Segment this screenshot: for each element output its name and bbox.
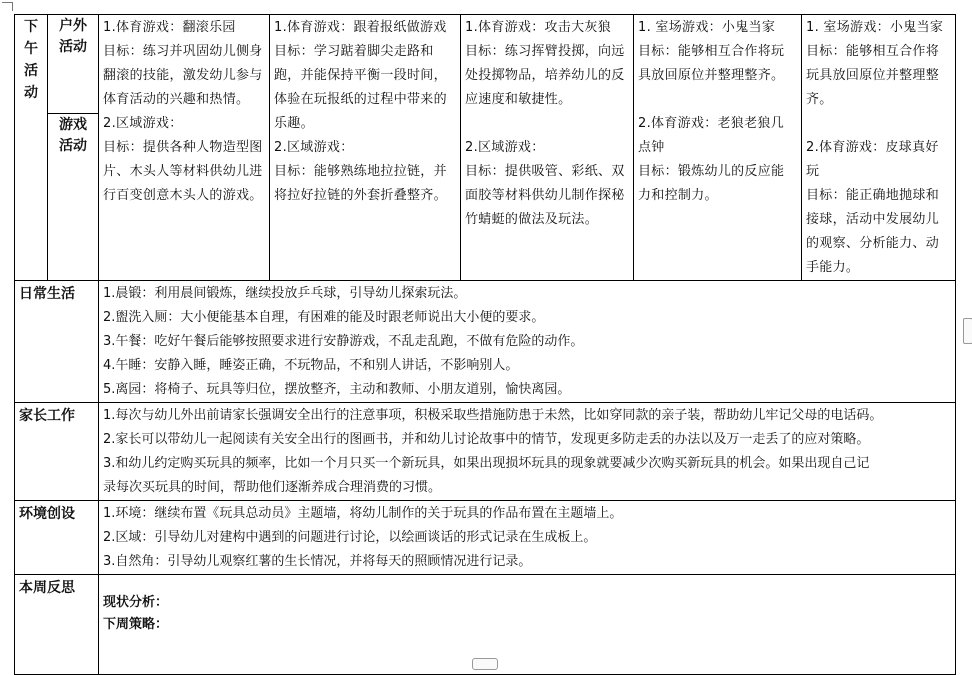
reflection-label: 本周反思: [15, 575, 99, 675]
analysis-label: 现状分析：: [103, 595, 169, 610]
strategy-label: 下周策略：: [103, 617, 169, 632]
environment-item: 2.区域：引导幼儿对建构中遇到的问题进行讨论，以绘画谈话的形式记录在生成板上。: [103, 530, 597, 545]
day-cell-thu: 1. 室场游戏：小鬼当家 目标：能够相互合作将玩具放回原位并整理整齐。 2.体育游戏：老狼老狼几点钟 目标：锻炼幼儿的反应能力和控制力。: [634, 15, 802, 281]
parent-work-item: 1.每次与幼儿外出前请家长强调安全出行的注意事项，积极采取些措施防患于未然，比如穿同款的亲子装，帮助幼儿牢记父母的电话码。: [103, 408, 883, 423]
daily-life-label: 日常生活: [15, 281, 99, 403]
corner-mark-icon: [2, 2, 13, 11]
reflection-content: [99, 575, 956, 675]
weekly-plan-table: [14, 14, 956, 675]
parent-work-content: [99, 403, 956, 501]
environment-content: [99, 501, 956, 575]
environment-label: 环境创设: [15, 501, 99, 575]
parent-work-label: 家长工作: [15, 403, 99, 501]
day-cell-tue: 1.体育游戏：跟着报纸做游戏 目标：学习踮着脚尖走路和跑，并能保持平衡一段时间，体验在玩报纸的过程中带来的乐趣。 2.区域游戏： 目标：能够熟练地拉拉链，并将拉好拉链的外套折叠整齐。: [270, 15, 461, 281]
daily-life-item: 5.离园：将椅子、玩具等归位，摆放整齐，主动和教师、小朋友道别，愉快离园。: [103, 382, 571, 397]
daily-life-item: 3.午餐：吃好午餐后能够按照要求进行安静游戏，不乱走乱跑，不做有危险的动作。: [103, 334, 584, 349]
area-activity-label: 游戏活动: [48, 113, 99, 280]
environment-item: 1.环境：继续布置《玩具总动员》主题墙，将幼儿制作的关于玩具的作品布置在主题墙上。: [103, 506, 623, 521]
environment-item: 3.自然角：引导幼儿观察红薯的生长情况，并将每天的照顾情况进行记录。: [103, 554, 532, 569]
day-cell-wed: 1.体育游戏：攻击大灰狼 目标：练习挥臂投掷，向远处投掷物品，培养幼儿的反应速度和敏捷性。 2.区域游戏： 目标：提供吸管、彩纸、双面胶等材料供幼儿制作探秘竹蜻蜓的做法及玩法。: [461, 15, 634, 281]
page-bottom-handle[interactable]: [472, 658, 498, 670]
outdoor-activity-label: 户外活动: [48, 15, 99, 114]
parent-work-item: 录每次买玩具的时间，帮助他们逐渐养成合理消费的习惯。: [103, 480, 442, 495]
day-cell-mon: 1.体育游戏：翻滚乐园 目标：练习并巩固幼儿侧身翻滚的技能，激发幼儿参与体育活动的兴趣和热情。 2.区域游戏： 目标：提供各种人物造型图片、木头人等材料供幼儿进行百变创意木头人的游戏。: [99, 15, 270, 281]
page-resize-handle[interactable]: [963, 318, 972, 344]
daily-life-content: [99, 281, 956, 403]
daily-life-item: 1.晨锻：利用晨间锻炼，继续投放乒乓球，引导幼儿探索玩法。: [103, 286, 467, 301]
left-margin: [0, 0, 14, 665]
daily-life-item: 2.盥洗入厕：大小便能基本自理，有困难的能及时跟老师说出大小便的要求。: [103, 310, 545, 325]
afternoon-label: 下午活动: [15, 15, 48, 281]
parent-work-item: 3.和幼儿约定购买玩具的频率，比如一个月只买一个新玩具，如果出现损坏玩具的现象就要减少次购买新玩具的机会。如果出现自己记: [103, 456, 870, 471]
day-cell-fri: 1. 室场游戏：小鬼当家 目标：能够相互合作将玩具放回原位并整理整齐。 2.体育游戏：皮球真好玩 目标：能正确地抛球和接球，活动中发展幼儿的观察、分析能力、动手能力。: [802, 15, 956, 281]
parent-work-item: 2.家长可以带幼儿一起阅读有关安全出行的图画书，并和幼儿讨论故事中的情节，发现更多防走丢的办法以及万一走丢了的应对策略。: [103, 432, 870, 447]
daily-life-item: 4.午睡：安静入睡，睡姿正确，不玩物品，不和别人讲话，不影响别人。: [103, 358, 519, 373]
